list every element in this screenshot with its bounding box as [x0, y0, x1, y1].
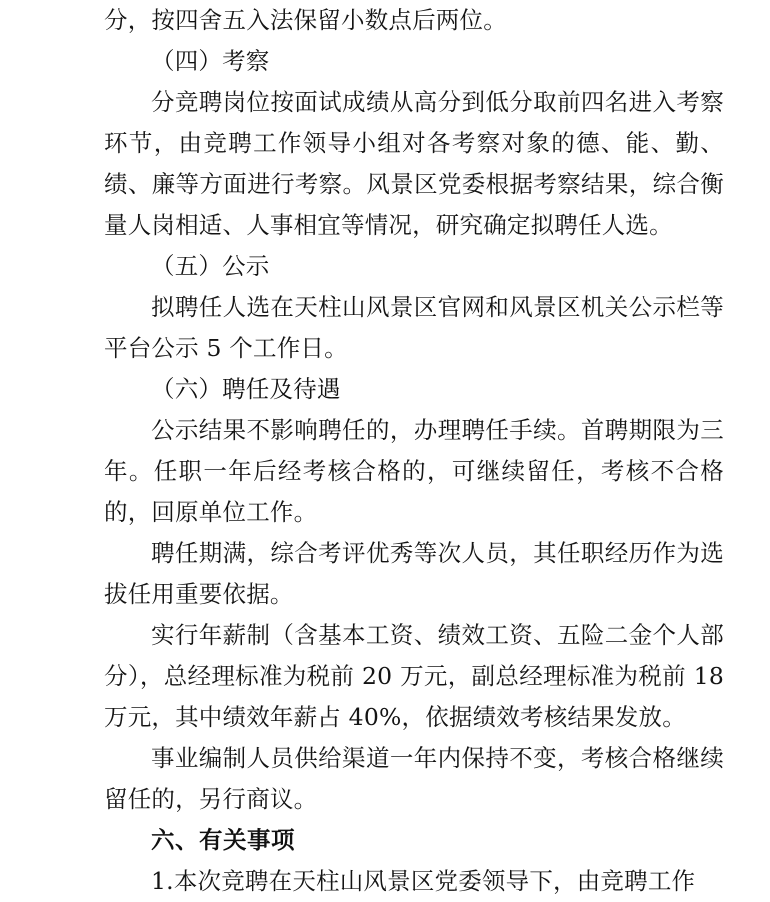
paragraph-section-6-body-3: 实行年薪制（含基本工资、绩效工资、五险二金个人部分），总经理标准为税前 20 万元，副总经理标准为税前 18 万元，其中绩效年薪占 40%，依据绩效考核结果发放。 [104, 621, 724, 731]
paragraph-continued-scoring: 分，按四舍五入法保留小数点后两位。 [104, 6, 507, 34]
paragraph-section-5-body: 拟聘任人选在天柱山风景区官网和风景区机关公示栏等平台公示 5 个工作日。 [104, 293, 724, 362]
subheading-section-4: （四）考察 [151, 47, 270, 75]
paragraph-section-7-body-1: 1.本次竞聘在天柱山风景区党委领导下，由竞聘工作 [151, 867, 696, 895]
subheading-section-5: （五）公示 [151, 252, 270, 280]
paragraph-section-6-body-2: 聘任期满，综合考评优秀等次人员，其任职经历作为选拔任用重要依据。 [104, 539, 724, 608]
paragraph-section-4-body: 分竞聘岗位按面试成绩从高分到低分取前四名进入考察环节，由竞聘工作领导小组对各考察对象的德、能、勤、绩、廉等方面进行考察。风景区党委根据考察结果，综合衡量人岗相适、人事相宜等情况，研究确定拟聘任人选。 [104, 88, 724, 239]
paragraph-section-6-body-1: 公示结果不影响聘任的，办理聘任手续。首聘期限为三年。任职一年后经考核合格的，可继续留任，考核不合格的，回原单位工作。 [104, 416, 724, 526]
paragraph-section-6-body-4: 事业编制人员供给渠道一年内保持不变，考核合格继续留任的，另行商议。 [104, 744, 724, 813]
heading-section-7: 六、有关事项 [151, 826, 295, 854]
subheading-section-6: （六）聘任及待遇 [151, 375, 341, 403]
